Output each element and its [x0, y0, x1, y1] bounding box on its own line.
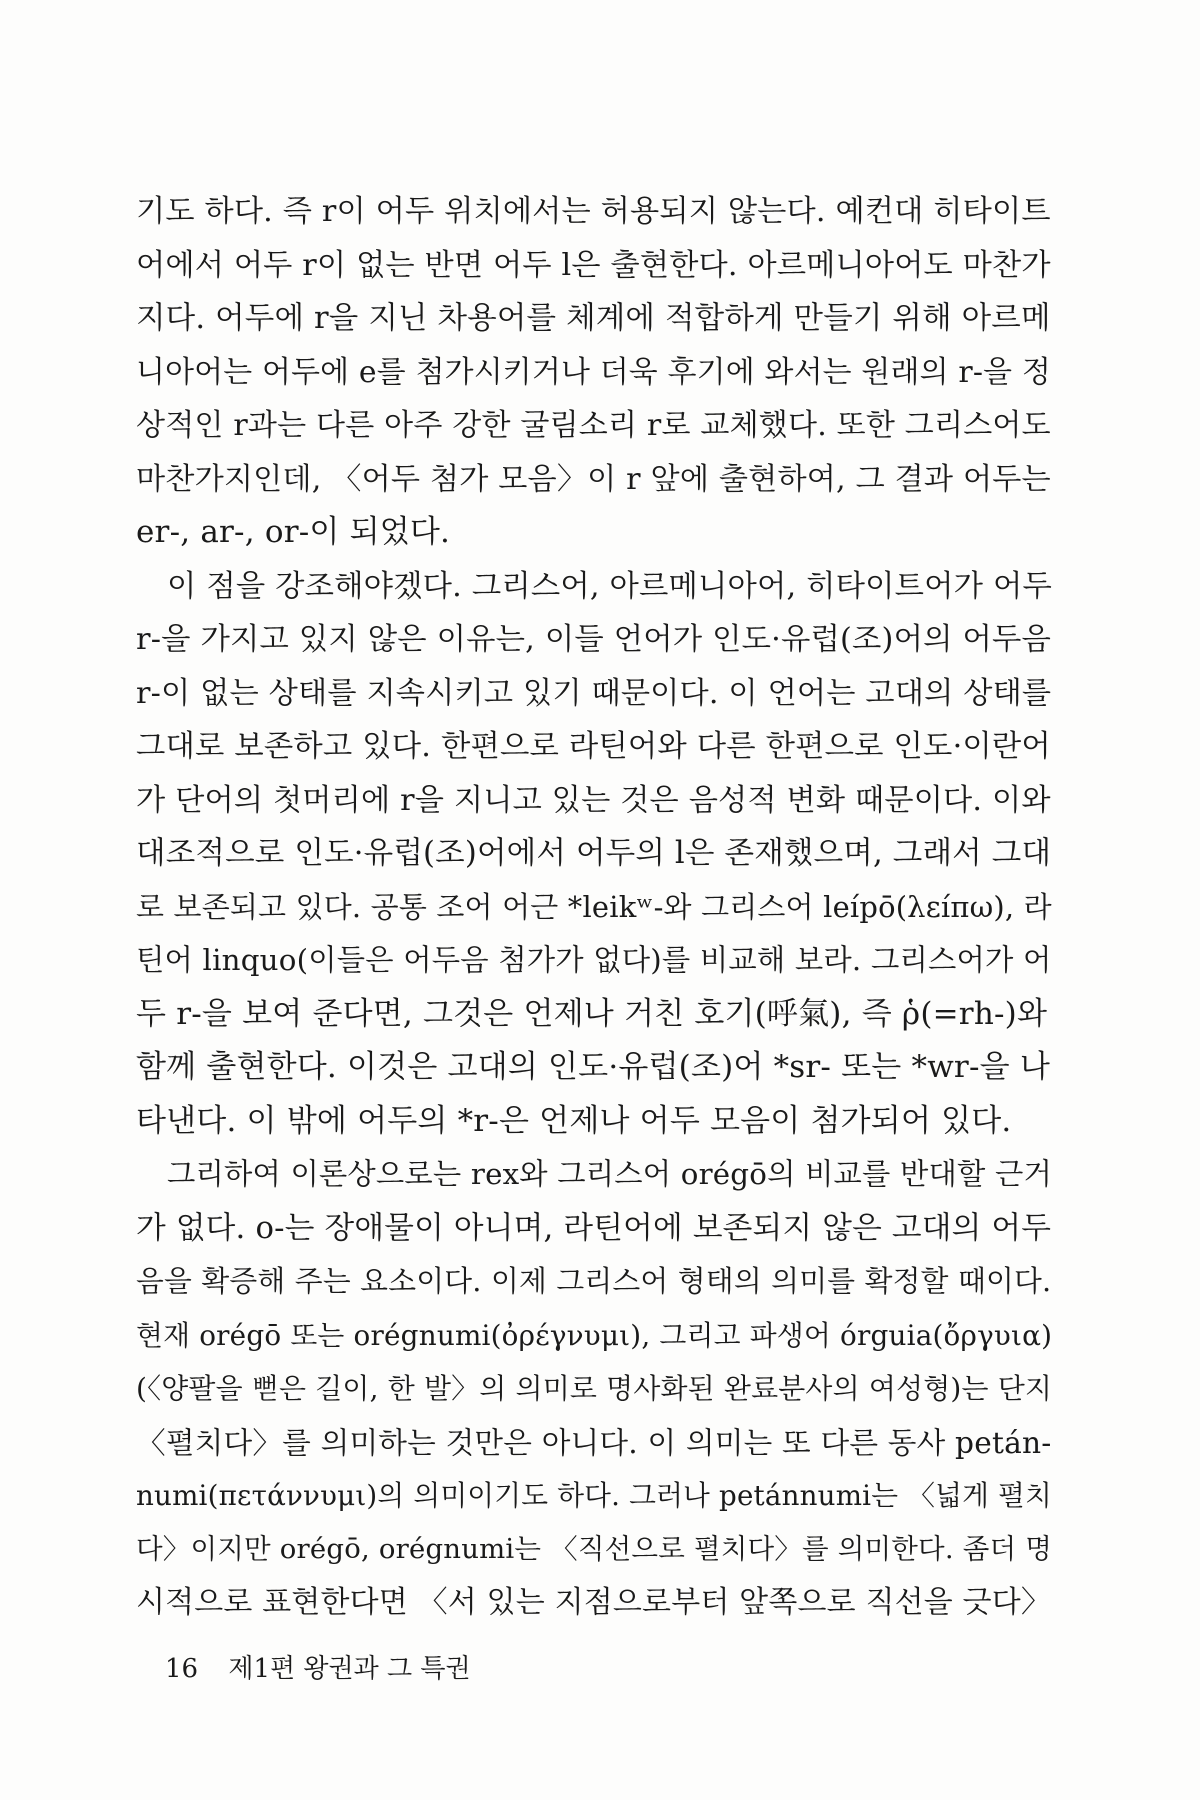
paragraph — [136, 1148, 1056, 1630]
text-line: 로 보존되고 있다. 공통 조어 어근 *leikʷ-와 그리스어 leípō(λεíπω), 라 — [136, 889, 1052, 924]
page-footer — [165, 1648, 471, 1685]
page-number: 16 — [165, 1654, 199, 1684]
text-line: 그대로 보존하고 있다. 한편으로 라틴어와 다른 한편으로 인도·이란어 — [136, 729, 1051, 764]
text-line: 틴어 linquo(이들은 어두음 첨가가 없다)를 비교해 보라. 그리스어가 어 — [136, 943, 1052, 977]
text-line: 타낸다. 이 밖에 어두의 *r-은 언제나 어두 모음이 첨가되어 있다. — [136, 1102, 1012, 1139]
text-line: 니아어는 어두에 e를 첨가시키거나 더욱 후기에 와서는 원래의 r-을 정 — [136, 354, 1051, 390]
text-line: r-을 가지고 있지 않은 이유는, 이들 언어가 인도·유럽(조)어의 어두음 — [136, 622, 1052, 657]
text-line: 대조적으로 인도·유럽(조)어에서 어두의 l은 존재했으며, 그래서 그대 — [136, 836, 1052, 871]
text-line: 상적인 r과는 다른 아주 강한 굴림소리 r로 교체했다. 또한 그리스어도 — [136, 408, 1051, 443]
text-line: numi(πετάννυμι)의 의미이기도 하다. 그러나 petánnumi는 〈넓게 펼치 — [136, 1479, 1052, 1512]
text-line: 마찬가지인데, 〈어두 첨가 모음〉이 r 앞에 출현하여, 그 결과 어두는 — [136, 461, 1051, 497]
text-line: 두 r-을 보여 준다면, 그것은 언제나 거친 호기(呼氣), 즉 ῥ(=rh-)와 — [136, 995, 1048, 1032]
body-text — [136, 185, 1056, 1630]
text-line: 가 없다. o-는 장애물이 아니며, 라틴어에 보존되지 않은 고대의 어두 — [136, 1209, 1052, 1246]
text-line: 그리하여 이론상으로는 rex와 그리스어 orégō의 비교를 반대할 근거 — [167, 1157, 1052, 1191]
paragraph — [136, 185, 1056, 560]
text-line: 가 단어의 첫머리에 r을 지니고 있는 것은 음성적 변화 때문이다. 이와 — [136, 782, 1051, 818]
text-line: 지다. 어두에 r을 지닌 차용어를 체계에 적합하게 만들기 위해 아르메 — [136, 301, 1051, 336]
text-line: r-이 없는 상태를 지속시키고 있기 때문이다. 이 언어는 고대의 상태를 — [136, 675, 1052, 711]
text-line: 이 점을 강조해야겠다. 그리스어, 아르메니아어, 히타이트어가 어두 — [167, 568, 1052, 604]
text-line: 음을 확증해 주는 요소이다. 이제 그리스어 형태의 의미를 확정할 때이다. — [136, 1264, 1052, 1298]
text-line: 다〉이지만 orégō, orégnumi는 〈직선으로 펼치다〉를 의미한다. 좀더 명 — [136, 1532, 1052, 1565]
text-line: 시적으로 표현한다면 〈서 있는 지점으로부터 앞쪽으로 직선을 긋다〉 — [136, 1585, 1051, 1620]
text-line: 현재 orégō 또는 orégnumi(ὀρέγνυμι), 그리고 파생어 órguia(ὄργυια) — [136, 1318, 1053, 1352]
text-line: er-, ar-, or-이 되었다. — [136, 514, 451, 550]
text-line: 기도 하다. 즉 r이 어두 위치에서는 허용되지 않는다. 예컨대 히타이트 — [136, 194, 1051, 229]
text-line: 어에서 어두 r이 없는 반면 어두 l은 출현한다. 아르메니아어도 마찬가 — [136, 247, 1051, 283]
paragraph — [136, 560, 1056, 1149]
text-line: 함께 출현한다. 이것은 고대의 인도·유럽(조)어 *sr- 또는 *wr-을 나 — [136, 1049, 1050, 1085]
text-line: (〈양팔을 뻗은 길이, 한 발〉의 의미로 명사화된 완료분사의 여성형)는 단지 — [136, 1372, 1053, 1405]
running-section-title: 제1편 왕권과 그 특권 — [228, 1654, 471, 1684]
text-line: 〈펼치다〉를 의미하는 것만은 아니다. 이 의미는 또 다른 동사 petán- — [136, 1424, 1052, 1460]
